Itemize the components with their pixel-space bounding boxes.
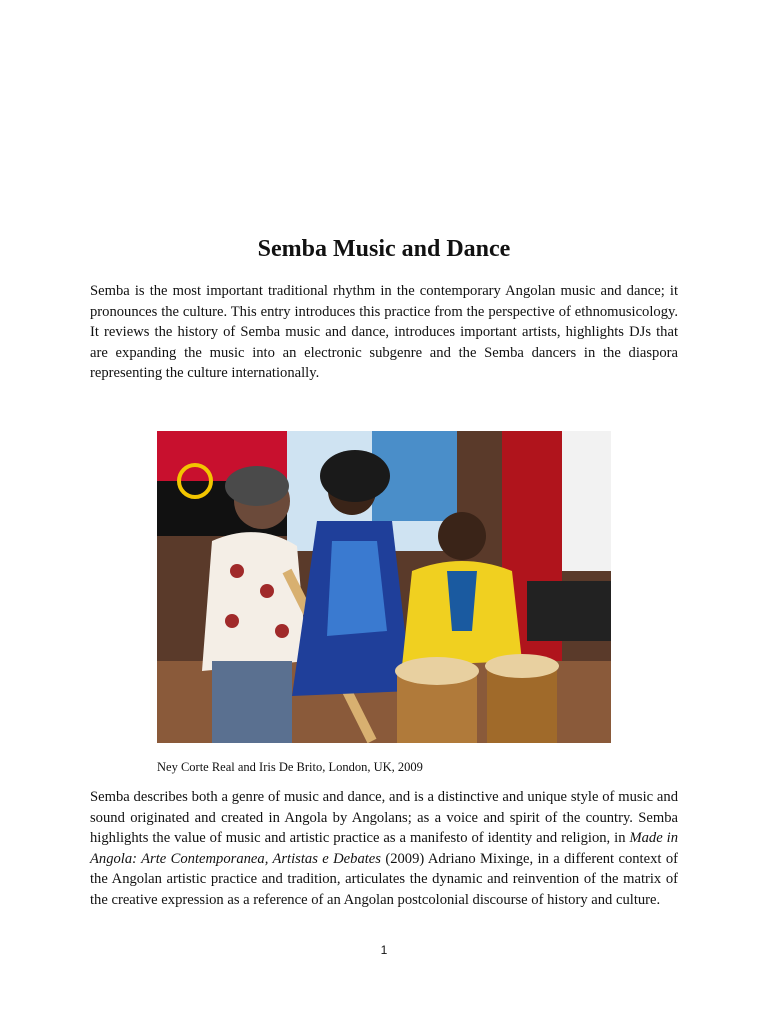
book-title-italic: Made in Angola: Arte Contemporanea, Artistas e Debates [90, 830, 678, 867]
figure-photo [157, 431, 611, 743]
page-title: Semba Music and Dance [257, 236, 511, 262]
intro-paragraph: Semba is the most important traditional rhythm in the contemporary Angolan music and dance; it pronounces the culture. This entry introduces this practice from the perspective of ethnomusicology. It reviews the history of Semba music and dance, introduces important artists, highlights DJs that are expanding the music into an electronic subgenre and the Semba dancers in the diaspora representing the culture internationally. [90, 283, 678, 381]
page-number: 1 [380, 943, 388, 957]
figure-caption: Ney Corte Real and Iris De Brito, London, UK, 2009 [157, 760, 423, 774]
musicians-photo-illustration [157, 431, 611, 743]
body-paragraph [90, 787, 678, 910]
body-paragraph-text-1: Semba describes both a genre of music and dance, and is a distinctive and unique style of music and sound originated and created in Angola by Angolans; as a voice and spirit of the country. Semba highlights the value of music and artistic practice as a manifesto of identity and religion, in [90, 789, 678, 846]
body-paragraph-text-2: (2009) Adriano Mixinge, in a different context of the Angolan artistic practice and tradition, articulates the dynamic and reinvention of the matrix of the creative expression as a reference of an Angolan postcolonial discourse of history and culture. [90, 850, 678, 908]
